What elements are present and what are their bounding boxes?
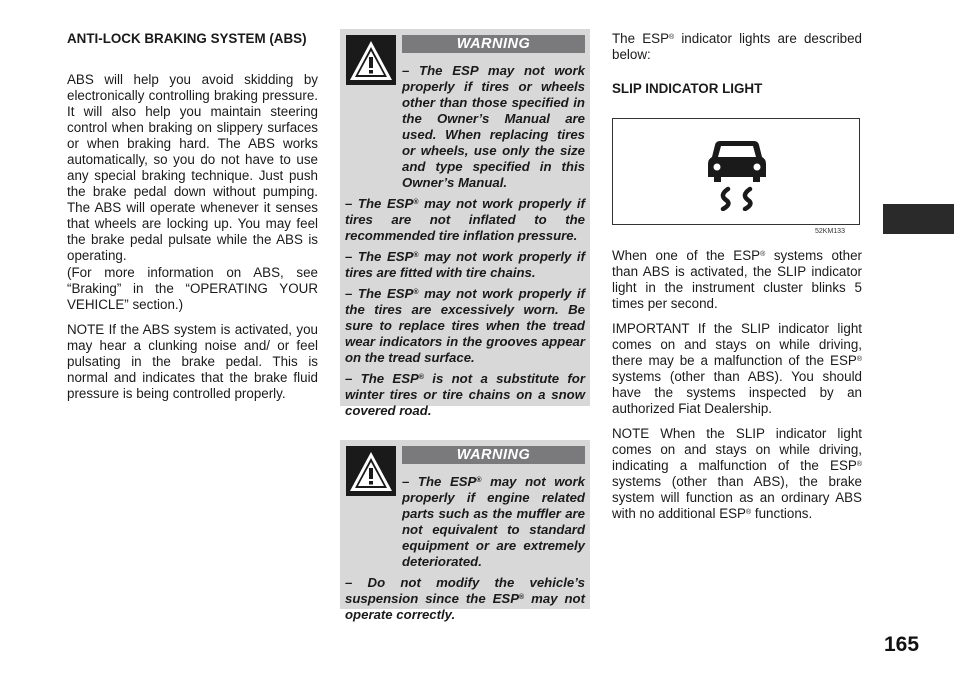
warning-title: WARNING <box>402 446 585 464</box>
warning-text: may not work properly if tires are not inflated to the recommended tire inflation pressure. <box>345 196 585 243</box>
body-text: systems (other than ABS). You should have the systems inspected by an authorized Fiat Dealership. <box>612 369 862 416</box>
registered-mark: ® <box>856 461 862 468</box>
warning-box-2 <box>340 440 590 622</box>
body-text: IMPORTANT If the SLIP indicator light comes on and stays on while driving, there may be a malfunction of the ESP <box>612 321 862 368</box>
section-tab-marker <box>883 204 954 234</box>
slip-indicator-figure <box>612 118 860 225</box>
abs-paragraph: ABS will help you avoid skidding by electronically controlling braking pressure. It will also help you maintain steering control when braking on slippery surfaces or when braking hard. The ABS works automatically, so you do not have to use any special braking technique. Just push the brake pedal down without pumping. The ABS will operate whenever it senses that wheels are locking up. You may feel the brake pedal pulsate while the ABS is operating. <box>67 72 318 263</box>
warning-paragraph <box>345 575 585 623</box>
esp-intro-paragraph <box>612 31 862 63</box>
abs-heading: ANTI-LOCK BRAKING SYSTEM (ABS) <box>67 31 307 46</box>
warning-paragraph <box>345 286 585 366</box>
body-text: functions. <box>751 506 813 521</box>
registered-mark: ® <box>519 594 525 601</box>
slip-heading: SLIP INDICATOR LIGHT <box>612 81 763 96</box>
warning-text: – The ESP <box>345 249 414 264</box>
registered-mark: ® <box>746 509 752 516</box>
warning-text: is not a substitute for winter tires or tire chains on a snow covered road. <box>345 371 585 418</box>
warning-header <box>345 446 585 498</box>
registered-mark: ® <box>413 252 419 259</box>
warning-box-1 <box>340 29 590 418</box>
page-number: 165 <box>884 633 920 656</box>
body-text: indicator lights are described below: <box>612 31 863 62</box>
warning-text: – The ESP <box>402 474 477 489</box>
warning-text: may not work properly if the tires are excessively worn. Be sure to replace tires when the tread wear indicators in the grooves appear on the tread surface. <box>345 286 585 365</box>
warning-text: – The ESP <box>345 286 414 301</box>
warning-paragraph <box>345 196 585 244</box>
abs-reference-paragraph: (For more information on ABS, see “Braking” in the “OPERATING YOUR VEHICLE” section.) <box>67 265 318 312</box>
registered-mark: ® <box>856 356 862 363</box>
registered-mark: ® <box>760 251 766 258</box>
figure-caption: 52KM133 <box>815 228 845 235</box>
slip-note-paragraph <box>612 426 862 522</box>
warning-triangle-icon <box>346 446 396 496</box>
body-text: systems (other than ABS), the brake system will function as an ordinary ABS with no additional ESP <box>612 474 862 521</box>
registered-mark: ® <box>413 199 419 206</box>
warning-header <box>345 35 585 87</box>
body-text: The ESP <box>612 31 670 46</box>
registered-mark: ® <box>669 34 675 41</box>
warning-text: – The ESP <box>345 196 414 211</box>
warning-text: – The ESP may not work properly if tires or wheels other than those specified in the Owner’s Manual are used. When replacing tires or wheels, use only the size and type specified in this Owner’s Manual. <box>402 63 585 190</box>
warning-text: may not work properly if tires are fitted with tire chains. <box>345 249 585 280</box>
warning-triangle-icon <box>346 35 396 85</box>
warning-text: – The ESP <box>345 371 419 386</box>
body-text: When one of the ESP <box>612 248 761 263</box>
registered-mark: ® <box>476 477 482 484</box>
slip-paragraph <box>612 248 862 312</box>
abs-note-paragraph: NOTE If the ABS system is activated, you may hear a clunking noise and/ or feel pulsating in the brake pedal. This is normal and indicates that the brake fluid pressure is being controlled properly. <box>67 322 318 401</box>
registered-mark: ® <box>418 374 424 381</box>
warning-text: may not work properly if engine related parts such as the muffler are not equivalent to standard equipment or are extremely deteriorated. <box>402 474 585 569</box>
slip-car-icon <box>706 137 768 211</box>
warning-paragraph <box>345 371 585 419</box>
registered-mark: ® <box>413 289 419 296</box>
warning-text: – Do not modify the vehicle’s suspension since the ESP <box>345 575 585 606</box>
body-text: NOTE When the SLIP indicator light comes on and stays on while driving, indicating a malfunction of the ESP <box>612 426 862 473</box>
warning-text: may not operate correctly. <box>345 591 585 622</box>
warning-title: WARNING <box>402 35 585 53</box>
warning-paragraph <box>345 249 585 281</box>
body-text: systems other than ABS is activated, the SLIP indicator light in the instrument cluster blinks 5 times per second. <box>612 248 862 311</box>
important-paragraph <box>612 321 862 417</box>
